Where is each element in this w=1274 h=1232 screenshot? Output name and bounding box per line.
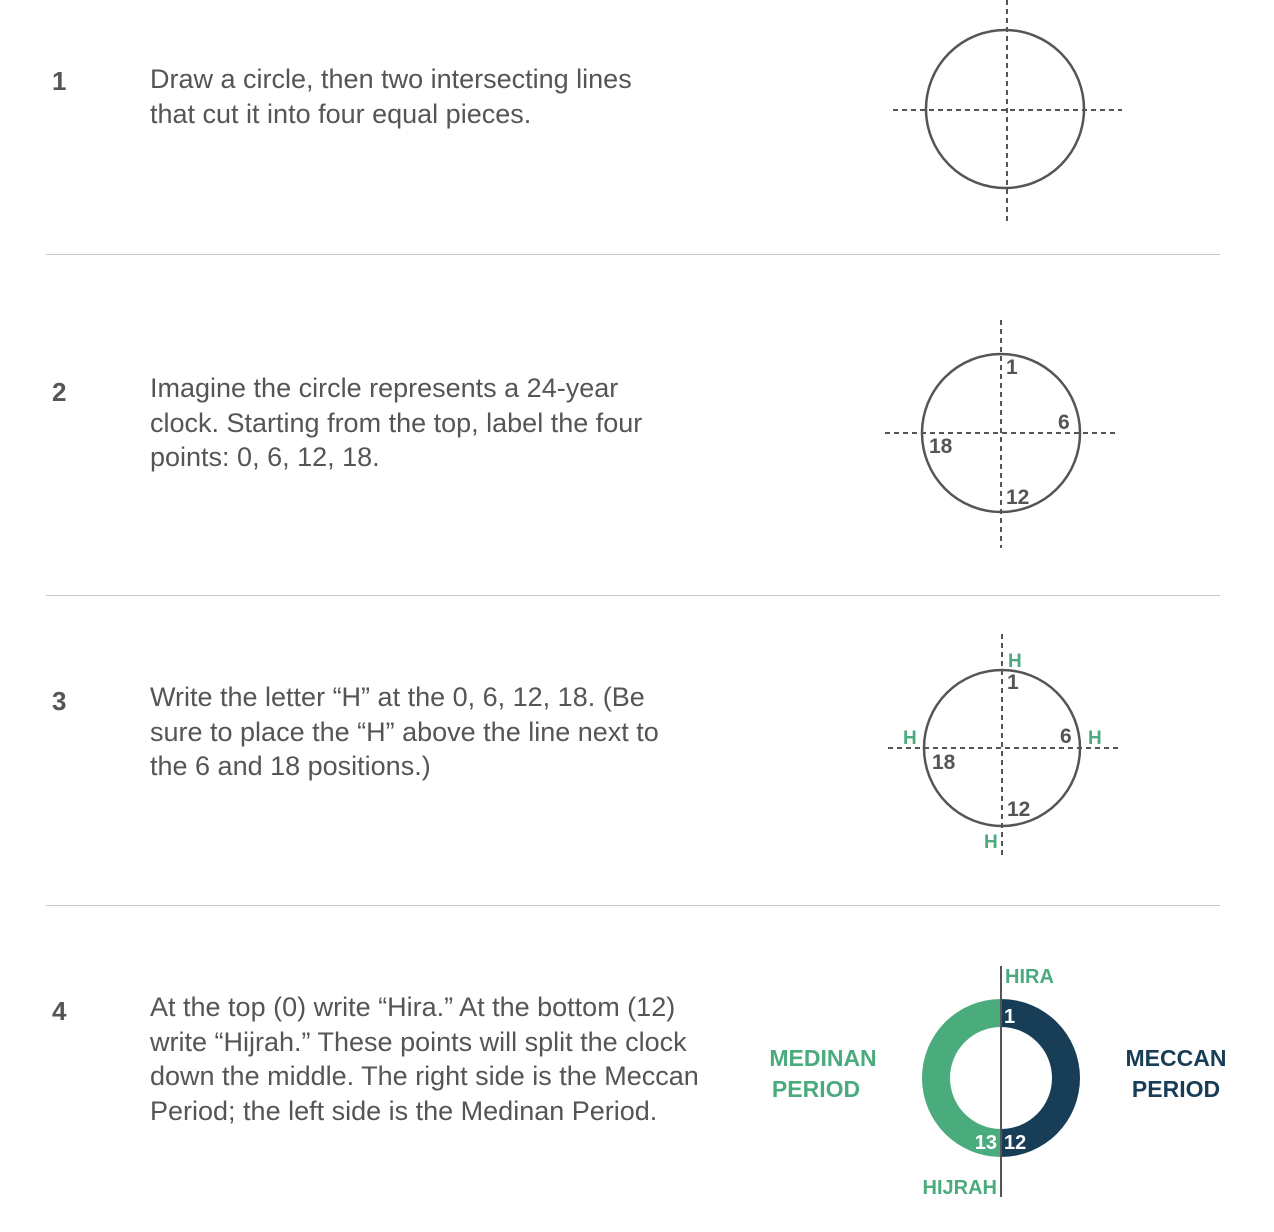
label-bottom: 12 [1006,486,1030,509]
h-label-left: H [903,728,917,749]
diagram-4 [769,966,1226,1199]
step-text: At the top (0) write “Hira.” At the bottom (12) write “Hijrah.” These points will split the clock down the middle. The right side is the Meccan Period; the left side is the Medinan Period. [150,992,699,1126]
meccan-period-line2: PERIOD [1131,1076,1221,1102]
diagram-3 [888,634,1122,858]
step-number: 3 [52,686,67,716]
label-left: 18 [929,435,953,458]
diagram-1 [893,0,1122,225]
h-label-right: H [1088,728,1102,749]
label-top: 1 [1007,671,1019,694]
meccan-period-line1: MECCAN [1125,1045,1227,1071]
label-left: 18 [932,751,956,774]
step-number: 4 [52,996,67,1026]
medinan-period-line2: PERIOD [771,1076,861,1102]
label-bottom: 12 [1007,798,1031,821]
medinan-period-line1: MEDINAN [769,1045,877,1071]
step-number: 1 [52,66,67,96]
diagram-2 [885,320,1118,548]
step-number: 2 [52,377,67,407]
hira-label: HIRA [1005,966,1054,988]
h-label-bottom: H [984,832,998,853]
label-top: 1 [1006,356,1018,379]
number-1: 1 [1004,1006,1016,1028]
label-right: 6 [1058,411,1070,434]
step-text: Imagine the circle represents a 24-year clock. Starting from the top, label the four points: 0, 6, 12, 18. [150,373,643,472]
label-right: 6 [1060,725,1072,748]
h-label-top: H [1008,651,1022,672]
number-13: 13 [974,1132,997,1154]
number-12: 12 [1004,1132,1027,1154]
step-text: Draw a circle, then two intersecting lines that cut it into four equal pieces. [150,64,632,129]
circle [924,670,1080,826]
hijrah-label: HIJRAH [922,1177,997,1199]
step-text: Write the letter “H” at the 0, 6, 12, 18. (Be sure to place the “H” above the line next to the 6 and 18 positions.) [150,682,659,781]
